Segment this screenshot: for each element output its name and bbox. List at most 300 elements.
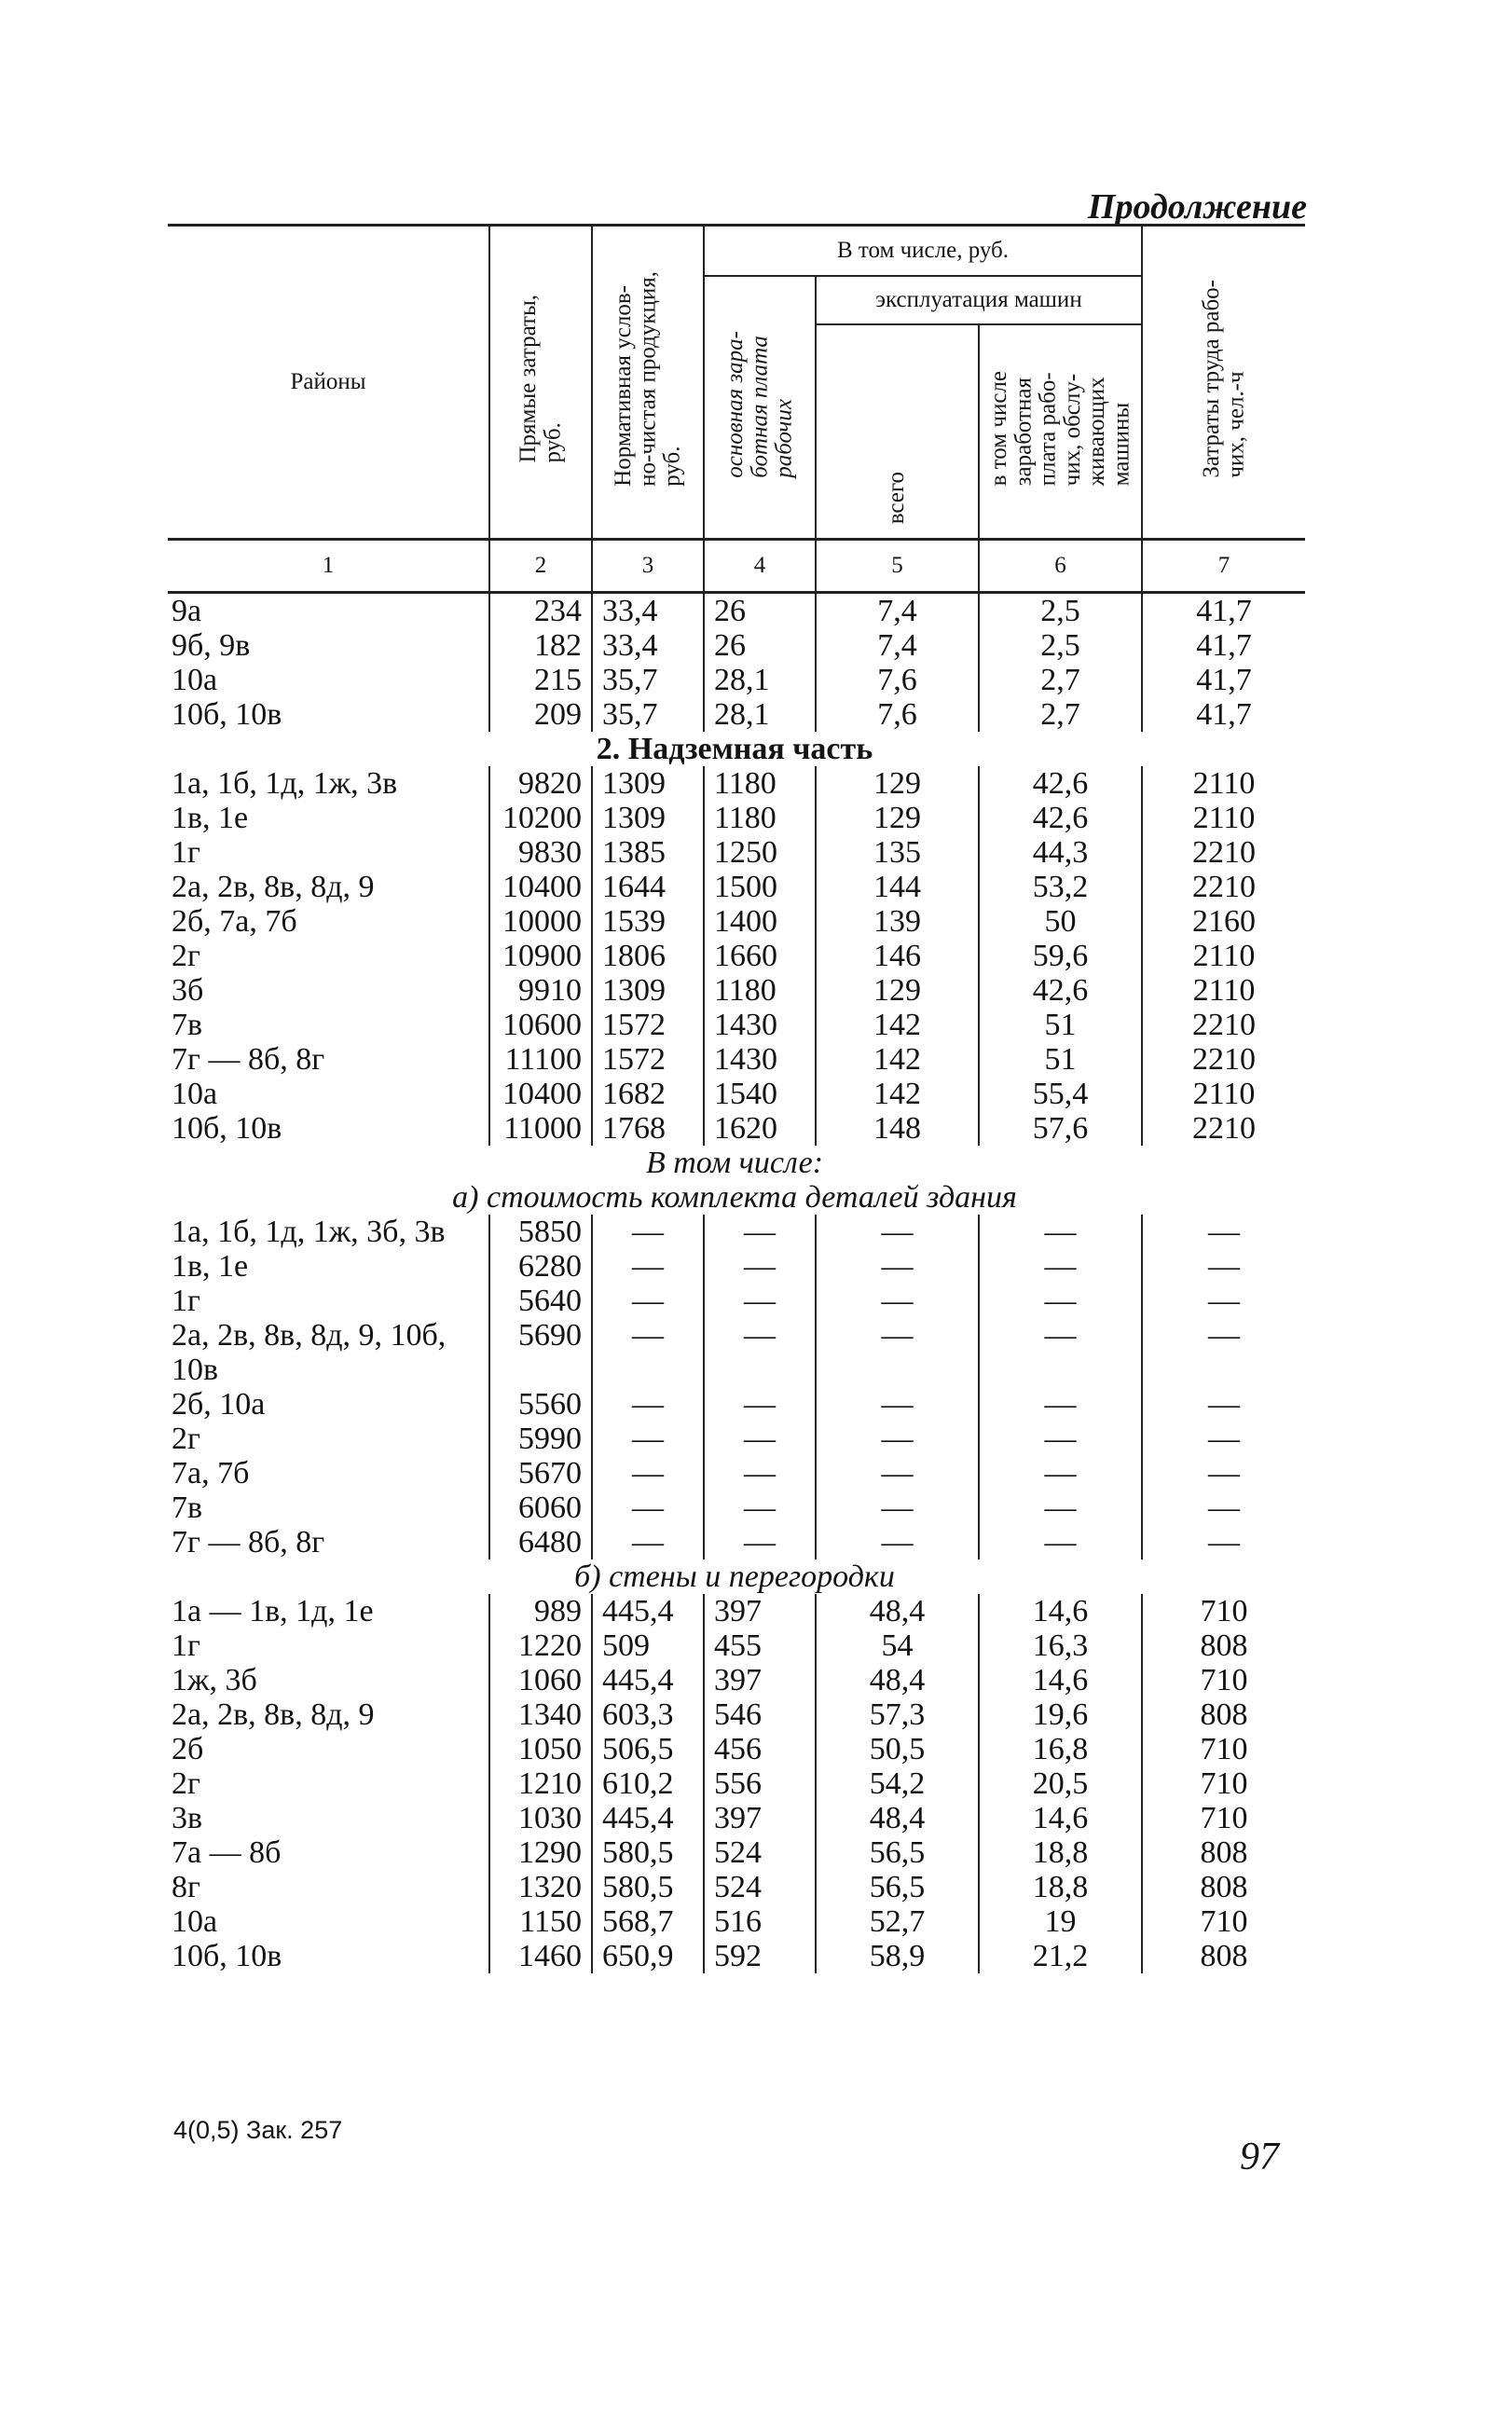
value-cell: 33,4 xyxy=(592,593,704,629)
value-cell: 710 xyxy=(1142,1594,1305,1628)
value-cell: 182 xyxy=(489,628,592,663)
value-cell: 35,7 xyxy=(592,697,704,732)
value-cell: 6480 xyxy=(489,1525,592,1559)
value-cell: 48,4 xyxy=(816,1663,979,1697)
value-cell: — xyxy=(592,1422,704,1456)
value-cell: 2210 xyxy=(1142,1008,1305,1042)
value-cell: — xyxy=(979,1284,1142,1318)
district-cell: 7а — 8б xyxy=(172,1835,282,1870)
value-cell: 1806 xyxy=(592,939,704,973)
table-row xyxy=(168,1422,1305,1456)
header-wages xyxy=(704,276,816,540)
value-cell: 808 xyxy=(1142,1939,1305,1973)
value-cell: — xyxy=(979,1525,1142,1559)
section-including xyxy=(168,1146,1305,1180)
value-cell: 41,7 xyxy=(1142,628,1305,663)
value-cell: 2,5 xyxy=(979,628,1142,663)
header-group-including-label: В том числе, руб. xyxy=(836,238,1010,263)
value-cell: 11100 xyxy=(489,1042,592,1077)
value-cell: 10000 xyxy=(489,904,592,939)
table-row xyxy=(168,1594,1305,1628)
value-cell: 33,4 xyxy=(592,628,704,663)
value-cell: 808 xyxy=(1142,1628,1305,1663)
district-cell: 3в xyxy=(172,1801,203,1835)
value-cell: 1430 xyxy=(704,1008,816,1042)
table-row xyxy=(168,1215,1305,1249)
value-cell: 2210 xyxy=(1142,1111,1305,1146)
value-cell: — xyxy=(979,1215,1142,1249)
header-machine-wages-label: в том числе заработная плата рабо- чих, обслу- живающих машины xyxy=(985,370,1134,487)
value-cell: 2,7 xyxy=(979,663,1142,697)
value-cell: 1460 xyxy=(489,1939,592,1973)
value-cell: — xyxy=(1142,1284,1305,1318)
value-cell: 44,3 xyxy=(979,835,1142,870)
value-cell: — xyxy=(816,1422,979,1456)
value-cell: 397 xyxy=(704,1663,816,1697)
district-cell: 2б, 7а, 7б xyxy=(172,904,297,939)
value-cell: — xyxy=(592,1249,704,1284)
value-cell: 650,9 xyxy=(592,1939,704,1973)
table-row xyxy=(168,663,1305,697)
table-row xyxy=(168,1077,1305,1111)
district-cell: 2г xyxy=(172,1766,200,1801)
district-cell: 7г — 8б, 8г xyxy=(172,1042,325,1077)
value-cell: 1180 xyxy=(704,973,816,1008)
table-row xyxy=(168,1318,1305,1387)
value-cell: — xyxy=(816,1284,979,1318)
value-cell: 16,3 xyxy=(979,1628,1142,1663)
table-row xyxy=(168,1732,1305,1766)
district-cell: 1ж, 3б xyxy=(172,1663,257,1697)
value-cell: 2110 xyxy=(1142,801,1305,835)
district-cell: 10а xyxy=(172,1077,218,1111)
table-row xyxy=(168,1042,1305,1077)
value-cell: 1340 xyxy=(489,1697,592,1732)
header-districts-label: Районы xyxy=(290,369,366,394)
value-cell: 5640 xyxy=(489,1284,592,1318)
value-cell: 524 xyxy=(704,1870,816,1904)
table-row xyxy=(168,1008,1305,1042)
value-cell: 1180 xyxy=(704,766,816,801)
value-cell: 808 xyxy=(1142,1870,1305,1904)
value-cell: 556 xyxy=(704,1766,816,1801)
value-cell: — xyxy=(816,1249,979,1284)
header-group-including xyxy=(704,226,1142,277)
value-cell: — xyxy=(592,1456,704,1491)
header-number-row xyxy=(168,540,1305,593)
order-note: 4(0,5) Зак. 257 xyxy=(173,2116,343,2144)
district-cell: 1а, 1б, 1д, 1ж, 3в xyxy=(172,766,398,801)
value-cell: 710 xyxy=(1142,1663,1305,1697)
value-cell: 144 xyxy=(816,870,979,904)
value-cell: 2110 xyxy=(1142,766,1305,801)
district-cell: 3б xyxy=(172,973,204,1008)
value-cell: 580,5 xyxy=(592,1835,704,1870)
value-cell: 14,6 xyxy=(979,1663,1142,1697)
header-group-machines-label: эксплуатация машин xyxy=(875,287,1082,312)
value-cell: 7,4 xyxy=(816,628,979,663)
value-cell: 1320 xyxy=(489,1870,592,1904)
value-cell: — xyxy=(1142,1387,1305,1422)
value-cell: 455 xyxy=(704,1628,816,1663)
value-cell: 610,2 xyxy=(592,1766,704,1801)
value-cell: — xyxy=(704,1284,816,1318)
value-cell: 2,5 xyxy=(979,593,1142,629)
value-cell: 42,6 xyxy=(979,801,1142,835)
value-cell: 142 xyxy=(816,1042,979,1077)
value-cell: 1572 xyxy=(592,1042,704,1077)
value-cell: 2110 xyxy=(1142,939,1305,973)
district-cell: 2а, 2в, 8в, 8д, 9 xyxy=(172,870,375,904)
value-cell: — xyxy=(704,1318,816,1387)
table-body xyxy=(168,593,1305,1974)
value-cell: — xyxy=(592,1318,704,1387)
value-cell: 7,6 xyxy=(816,663,979,697)
value-cell: 10200 xyxy=(489,801,592,835)
value-cell: 57,3 xyxy=(816,1697,979,1732)
value-cell: 26 xyxy=(704,628,816,663)
value-cell: 546 xyxy=(704,1697,816,1732)
value-cell: — xyxy=(816,1215,979,1249)
district-cell: 1а, 1б, 1д, 1ж, 3б, 3в xyxy=(172,1215,446,1249)
value-cell: — xyxy=(592,1525,704,1559)
value-cell: 524 xyxy=(704,1835,816,1870)
table-row xyxy=(168,1939,1305,1973)
value-cell: — xyxy=(592,1284,704,1318)
value-cell: 516 xyxy=(704,1904,816,1939)
table-row xyxy=(168,904,1305,939)
value-cell: 42,6 xyxy=(979,766,1142,801)
value-cell: 135 xyxy=(816,835,979,870)
value-cell: 48,4 xyxy=(816,1801,979,1835)
value-cell: 2210 xyxy=(1142,870,1305,904)
value-cell: — xyxy=(704,1215,816,1249)
header-group-machines xyxy=(816,276,1142,324)
value-cell: 50,5 xyxy=(816,1732,979,1766)
table-row xyxy=(168,835,1305,870)
value-cell: — xyxy=(816,1456,979,1491)
value-cell: 41,7 xyxy=(1142,593,1305,629)
value-cell: — xyxy=(816,1525,979,1559)
value-cell: 129 xyxy=(816,766,979,801)
value-cell: 9910 xyxy=(489,973,592,1008)
value-cell: 14,6 xyxy=(979,1594,1142,1628)
value-cell: 57,6 xyxy=(979,1111,1142,1146)
value-cell: 1290 xyxy=(489,1835,592,1870)
district-cell: 1г xyxy=(172,835,200,870)
value-cell: — xyxy=(704,1525,816,1559)
district-cell: 9а xyxy=(172,594,202,628)
value-cell: 21,2 xyxy=(979,1939,1142,1973)
value-cell: 148 xyxy=(816,1111,979,1146)
header-normative-output xyxy=(592,226,704,540)
table-row xyxy=(168,1111,1305,1146)
header-number-cell: 7 xyxy=(1142,540,1305,593)
header-number-cell: 4 xyxy=(704,540,816,593)
district-cell: 2б, 10а xyxy=(172,1387,266,1422)
value-cell: 509 xyxy=(592,1628,704,1663)
header-labor-costs xyxy=(1142,226,1305,540)
value-cell: 53,2 xyxy=(979,870,1142,904)
value-cell: — xyxy=(1142,1318,1305,1387)
value-cell: 1400 xyxy=(704,904,816,939)
section-including-title: В том числе: xyxy=(645,1146,824,1180)
value-cell: 592 xyxy=(704,1939,816,1973)
value-cell: 808 xyxy=(1142,1697,1305,1732)
value-cell: — xyxy=(704,1456,816,1491)
value-cell: — xyxy=(816,1491,979,1525)
value-cell: 9830 xyxy=(489,835,592,870)
section-above-ground-title: 2. Надземная часть xyxy=(596,732,873,766)
value-cell: 1500 xyxy=(704,870,816,904)
district-cell: 10б, 10в xyxy=(172,697,282,732)
value-cell: — xyxy=(1142,1491,1305,1525)
value-cell: 129 xyxy=(816,973,979,1008)
value-cell: 397 xyxy=(704,1594,816,1628)
value-cell: 1540 xyxy=(704,1077,816,1111)
value-cell: 26 xyxy=(704,593,816,629)
value-cell: 445,4 xyxy=(592,1663,704,1697)
value-cell: 5690 xyxy=(489,1318,592,1387)
value-cell: 397 xyxy=(704,1801,816,1835)
value-cell: 1050 xyxy=(489,1732,592,1766)
value-cell: 7,4 xyxy=(816,593,979,629)
value-cell: 19,6 xyxy=(979,1697,1142,1732)
section-parts-cost xyxy=(168,1180,1305,1215)
costs-table xyxy=(168,224,1305,1973)
district-cell: 7в xyxy=(172,1008,203,1042)
table-row xyxy=(168,973,1305,1008)
header-number-cell: 6 xyxy=(979,540,1142,593)
value-cell: 56,5 xyxy=(816,1835,979,1870)
value-cell: — xyxy=(979,1387,1142,1422)
value-cell: 710 xyxy=(1142,1766,1305,1801)
section-parts-cost-title: а) стоимость комплекта деталей здания xyxy=(452,1180,1017,1215)
table-header xyxy=(168,226,1305,593)
district-cell: 1г xyxy=(172,1628,200,1663)
table-wrapper xyxy=(168,224,1305,1973)
value-cell: 2210 xyxy=(1142,1042,1305,1077)
table-row xyxy=(168,593,1305,629)
value-cell: 9820 xyxy=(489,766,592,801)
value-cell: — xyxy=(1142,1249,1305,1284)
value-cell: 234 xyxy=(489,593,592,629)
table-row xyxy=(168,1801,1305,1835)
header-machine-wages xyxy=(979,324,1142,540)
value-cell: 1768 xyxy=(592,1111,704,1146)
value-cell: — xyxy=(979,1422,1142,1456)
value-cell: 142 xyxy=(816,1077,979,1111)
value-cell: 209 xyxy=(489,697,592,732)
table-row xyxy=(168,1387,1305,1422)
value-cell: 710 xyxy=(1142,1801,1305,1835)
value-cell: 5670 xyxy=(489,1456,592,1491)
value-cell: 7,6 xyxy=(816,697,979,732)
value-cell: 445,4 xyxy=(592,1594,704,1628)
value-cell: — xyxy=(979,1249,1142,1284)
value-cell: — xyxy=(816,1318,979,1387)
section-walls-title: б) стены и перегородки xyxy=(574,1559,895,1594)
value-cell: 1572 xyxy=(592,1008,704,1042)
table-row xyxy=(168,766,1305,801)
value-cell: 51 xyxy=(979,1042,1142,1077)
value-cell: 215 xyxy=(489,663,592,697)
district-cell: 1г xyxy=(172,1284,200,1318)
value-cell: 1309 xyxy=(592,766,704,801)
district-cell: 7г — 8б, 8г xyxy=(172,1525,325,1559)
value-cell: — xyxy=(979,1491,1142,1525)
district-cell: 2б xyxy=(172,1732,204,1766)
value-cell: — xyxy=(979,1456,1142,1491)
value-cell: 5850 xyxy=(489,1215,592,1249)
value-cell: — xyxy=(1142,1525,1305,1559)
value-cell: 52,7 xyxy=(816,1904,979,1939)
district-cell: 2г xyxy=(172,1422,200,1456)
value-cell: — xyxy=(1142,1215,1305,1249)
value-cell: 568,7 xyxy=(592,1904,704,1939)
value-cell: 1150 xyxy=(489,1904,592,1939)
table-row xyxy=(168,628,1305,663)
value-cell: 142 xyxy=(816,1008,979,1042)
value-cell: 41,7 xyxy=(1142,697,1305,732)
value-cell: 580,5 xyxy=(592,1870,704,1904)
table-row xyxy=(168,1904,1305,1939)
value-cell: — xyxy=(704,1387,816,1422)
table-row xyxy=(168,1525,1305,1559)
value-cell: 6280 xyxy=(489,1249,592,1284)
value-cell: — xyxy=(979,1318,1142,1387)
value-cell: — xyxy=(592,1491,704,1525)
value-cell: — xyxy=(1142,1456,1305,1491)
header-machines-total xyxy=(816,324,979,540)
district-cell: 10б, 10в xyxy=(172,1111,282,1146)
header-wages-label: основная зара- ботная плата рабочих xyxy=(722,330,797,478)
table-row xyxy=(168,1491,1305,1525)
value-cell: 56,5 xyxy=(816,1870,979,1904)
value-cell: 2210 xyxy=(1142,835,1305,870)
value-cell: 19 xyxy=(979,1904,1142,1939)
value-cell: 1309 xyxy=(592,973,704,1008)
table-row xyxy=(168,1249,1305,1284)
value-cell: 1309 xyxy=(592,801,704,835)
value-cell: 808 xyxy=(1142,1835,1305,1870)
value-cell: 51 xyxy=(979,1008,1142,1042)
value-cell: 445,4 xyxy=(592,1801,704,1835)
value-cell: 58,9 xyxy=(816,1939,979,1973)
value-cell: — xyxy=(816,1387,979,1422)
value-cell: — xyxy=(704,1491,816,1525)
value-cell: 1660 xyxy=(704,939,816,973)
header-number-cell: 5 xyxy=(816,540,979,593)
value-cell: 1030 xyxy=(489,1801,592,1835)
value-cell: 129 xyxy=(816,801,979,835)
value-cell: 1620 xyxy=(704,1111,816,1146)
table-row xyxy=(168,1663,1305,1697)
district-cell: 9б, 9в xyxy=(172,628,251,663)
table-row xyxy=(168,1870,1305,1904)
table-row xyxy=(168,801,1305,835)
value-cell: 18,8 xyxy=(979,1870,1142,1904)
value-cell: 456 xyxy=(704,1732,816,1766)
district-cell: 7в xyxy=(172,1491,203,1525)
value-cell: 16,8 xyxy=(979,1732,1142,1766)
header-number-cell: 3 xyxy=(592,540,704,593)
page-number: 97 xyxy=(1240,2136,1279,2178)
value-cell: 1220 xyxy=(489,1628,592,1663)
header-direct-costs xyxy=(489,226,592,540)
value-cell: 1180 xyxy=(704,801,816,835)
district-cell: 10а xyxy=(172,1904,218,1939)
value-cell: 18,8 xyxy=(979,1835,1142,1870)
value-cell: 50 xyxy=(979,904,1142,939)
value-cell: 1682 xyxy=(592,1077,704,1111)
value-cell: 59,6 xyxy=(979,939,1142,973)
section-above-ground xyxy=(168,732,1305,766)
value-cell: 54 xyxy=(816,1628,979,1663)
value-cell: 10900 xyxy=(489,939,592,973)
continuation-label: Продолжение xyxy=(1087,187,1307,227)
district-cell: 1а — 1в, 1д, 1е xyxy=(172,1594,374,1628)
value-cell: 146 xyxy=(816,939,979,973)
value-cell: — xyxy=(704,1249,816,1284)
value-cell: 28,1 xyxy=(704,697,816,732)
value-cell: 6060 xyxy=(489,1491,592,1525)
value-cell: 41,7 xyxy=(1142,663,1305,697)
header-number-cell: 2 xyxy=(489,540,592,593)
value-cell: 1644 xyxy=(592,870,704,904)
value-cell: 2160 xyxy=(1142,904,1305,939)
value-cell: 10400 xyxy=(489,1077,592,1111)
district-cell: 7а, 7б xyxy=(172,1456,250,1491)
value-cell: 48,4 xyxy=(816,1594,979,1628)
value-cell: 2110 xyxy=(1142,1077,1305,1111)
district-cell: 2а, 2в, 8в, 8д, 9 xyxy=(172,1697,375,1732)
table-row xyxy=(168,1628,1305,1663)
section-walls xyxy=(168,1559,1305,1594)
header-number-cell: 1 xyxy=(168,540,489,593)
header-direct-costs-label: Прямые затраты, руб. xyxy=(515,295,565,463)
value-cell: 42,6 xyxy=(979,973,1142,1008)
value-cell: — xyxy=(592,1215,704,1249)
value-cell: 710 xyxy=(1142,1904,1305,1939)
value-cell: 20,5 xyxy=(979,1766,1142,1801)
value-cell: 10600 xyxy=(489,1008,592,1042)
header-labor-costs-label: Затраты труда рабо- чих, чел.-ч xyxy=(1198,280,1248,478)
value-cell: — xyxy=(592,1387,704,1422)
value-cell: 1210 xyxy=(489,1766,592,1801)
table-row xyxy=(168,939,1305,973)
district-cell: 10а xyxy=(172,663,218,697)
value-cell: 1385 xyxy=(592,835,704,870)
value-cell: — xyxy=(1142,1422,1305,1456)
value-cell: 2110 xyxy=(1142,973,1305,1008)
value-cell: 5560 xyxy=(489,1387,592,1422)
value-cell: 139 xyxy=(816,904,979,939)
value-cell: 28,1 xyxy=(704,663,816,697)
value-cell: 603,3 xyxy=(592,1697,704,1732)
header-districts xyxy=(168,226,489,540)
value-cell: 1539 xyxy=(592,904,704,939)
table-row xyxy=(168,1835,1305,1870)
value-cell: 2,7 xyxy=(979,697,1142,732)
district-cell: 8г xyxy=(172,1870,200,1904)
value-cell: 10400 xyxy=(489,870,592,904)
table-row xyxy=(168,870,1305,904)
table-row xyxy=(168,1456,1305,1491)
value-cell: 55,4 xyxy=(979,1077,1142,1111)
value-cell: 506,5 xyxy=(592,1732,704,1766)
value-cell: 5990 xyxy=(489,1422,592,1456)
